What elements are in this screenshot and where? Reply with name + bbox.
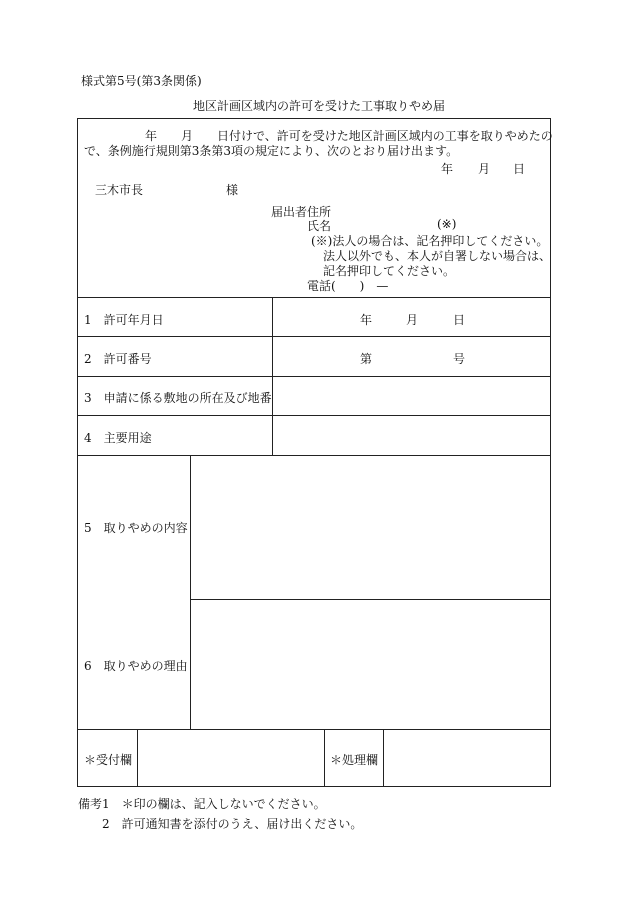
column-divider: [190, 455, 191, 729]
note-seal-required: 記名押印してください。: [323, 264, 456, 278]
row-divider: [190, 599, 550, 600]
column-divider: [383, 729, 384, 787]
row-divider: [78, 455, 550, 456]
note-non-signature: 法人以外でも、本人が自署しない場合は、: [323, 249, 552, 263]
permit-date-year: 年: [360, 313, 373, 327]
intro-year-label: 年: [145, 129, 158, 143]
receipt-label: ＊受付欄: [84, 753, 133, 767]
submit-day: 日: [513, 162, 526, 176]
row-divider: [78, 376, 550, 377]
phone-label: 電話( ) —: [307, 279, 389, 293]
row-divider: [78, 415, 550, 416]
applicant-address-label: 届出者住所: [271, 205, 332, 219]
addressee-honorific: 様: [226, 183, 239, 197]
permit-date-month: 月: [406, 313, 419, 327]
intro-text-line2: で、条例施行規則第3条第3項の規定により、次のとおり届け出ます。: [84, 144, 459, 158]
form-table: [77, 118, 551, 787]
intro-month-label: 月: [181, 129, 194, 143]
intro-text-line1: 日付けで、許可を受けた地区計画区域内の工事を取りやめたの: [217, 129, 553, 143]
cancellation-reason-label: 6 取りやめの理由: [84, 659, 188, 673]
form-number: 様式第5号(第3条関係): [81, 74, 202, 88]
processing-label: ＊処理欄: [330, 753, 379, 767]
column-divider: [324, 729, 325, 787]
row-divider: [78, 297, 550, 298]
permit-date-day: 日: [453, 313, 466, 327]
permit-number-go: 号: [453, 352, 466, 366]
row-divider: [78, 729, 550, 730]
row-divider: [78, 336, 550, 337]
seal-mark: (※): [437, 217, 457, 231]
permit-number-dai: 第: [360, 352, 373, 366]
column-divider: [272, 297, 273, 455]
column-divider: [137, 729, 138, 787]
permit-date-label: 1 許可年月日: [84, 313, 164, 327]
cancellation-content-label: 5 取りやめの内容: [84, 521, 188, 535]
submit-year: 年: [441, 162, 454, 176]
form-title: 地区計画区域内の許可を受けた工事取りやめ届: [193, 99, 446, 113]
main-use-label: 4 主要用途: [84, 431, 152, 445]
note-corporate-seal: (※)法人の場合は、記名押印してください。: [311, 234, 549, 248]
submit-month: 月: [478, 162, 491, 176]
remark-line-1: 備考1 ＊印の欄は、記入しないでください。: [78, 797, 326, 811]
addressee: 三木市長: [95, 183, 144, 197]
applicant-name-label: 氏名: [307, 219, 332, 233]
site-location-label: 3 申請に係る敷地の所在及び地番: [84, 391, 272, 405]
remark-line-2: 2 許可通知書を添付のうえ、届け出ください。: [102, 817, 363, 831]
permit-number-label: 2 許可番号: [84, 352, 152, 366]
